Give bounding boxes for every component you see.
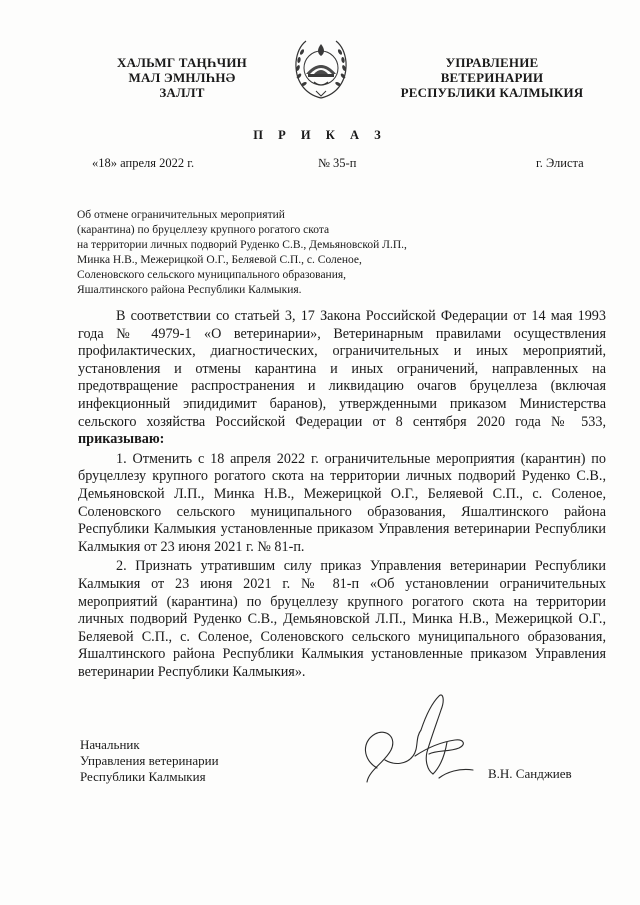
signatory-name: В.Н. Санджиев: [488, 766, 572, 781]
kalmykia-emblem-icon: [290, 36, 352, 102]
header-right-line: ВЕТЕРИНАРИИ: [440, 70, 544, 85]
order-body: [78, 308, 606, 681]
document-title: П Р И К А З: [253, 128, 387, 142]
header-left: [98, 55, 266, 100]
header-right-line: УПРАВЛЕНИЕ: [445, 55, 539, 70]
position-line: Республики Калмыкия: [80, 769, 206, 784]
order-city: г. Элиста: [536, 156, 584, 170]
signatory-position: [80, 737, 219, 785]
order-number: № 35-п: [318, 156, 357, 170]
body-intro-directive: приказываю:: [78, 431, 165, 448]
order-date: «18» апреля 2022 г.: [92, 156, 195, 170]
subject-line: (карантина) по бруцеллезу крупного рогатого скота: [77, 224, 330, 236]
header-left-line: ХАЛЬМГ ТАҢҺЧИН: [117, 55, 247, 70]
header-right-line: РЕСПУБЛИКИ КАЛМЫКИЯ: [400, 85, 584, 100]
header-right: [392, 55, 592, 100]
header-left-line: ЗАЛЛТ: [159, 85, 205, 100]
subject-line: Об отмене ограничительных мероприятий: [77, 209, 285, 221]
subject-line: Соленовского сельского муниципального образования,: [77, 269, 347, 281]
body-item-2: 2. Признать утратившим силу приказ Управления ветеринарии Республики Калмыкия от 23 июня 2021 г. № 81-п «Об установлении ограничительных мероприятий (карантина) по бруцеллезу крупного рогатого скота на территории личных подворий Руденко С.В., Демьяновской Л.П., Минка Н.В., Межерицкой О.Г., Беляевой С.П., с. Соленое, Соленовского сельского муниципального образования, Яшалтинского района Республики Калмыкия установленные приказом Управления ветеринарии Республики Калмыкия».: [78, 558, 606, 680]
body-intro-paragraph: [78, 308, 606, 449]
subject-line: на территории личных подворий Руденко С.В., Демьяновской Л.П.,: [77, 239, 407, 251]
body-item-1: 1. Отменить с 18 апреля 2022 г. ограничительные мероприятия (карантин) по бруцеллезу крупного рогатого скота на территории личных подворий Руденко С.В., Демьяновской Л.П., Минка Н.В., Межерицкой О.Г., Беляевой С.П., с. Соленое, Соленовского сельского муниципального образования, Яшалтинского района Республики Калмыкия установленные приказом Управления ветеринарии Республики Калмыкия от 23 июня 2021 г. № 81-п.: [78, 450, 606, 555]
order-subject: [77, 208, 477, 298]
handwritten-signature-icon: [355, 690, 485, 790]
position-line: Управления ветеринарии: [80, 753, 219, 768]
header-left-line: МАЛ ЭМНЛҺНӘ: [128, 70, 236, 85]
subject-line: Яшалтинского района Республики Калмыкия.: [77, 284, 302, 296]
subject-line: Минка Н.В., Межерицкой О.Г., Беляевой С.П., с. Соленое,: [77, 254, 362, 266]
position-line: Начальник: [80, 737, 140, 752]
body-intro-text: В соответствии со статьей 3, 17 Закона Российской Федерации от 14 мая 1993 года № 4979-1 «О ветеринарии», Ветеринарным правилами осуществления профилактических, диагностических, ограничительных и иных мероприятий, установления и отмены карантина и иных ограничений, направленных на предотвращение распространения и ликвидацию очагов бруцеллеза (включая инфекционный эпидидимит баранов), утвержденными приказом Министерства сельского хозяйства Российской Федерации от 8 сентября 2020 года № 533,: [78, 308, 606, 430]
